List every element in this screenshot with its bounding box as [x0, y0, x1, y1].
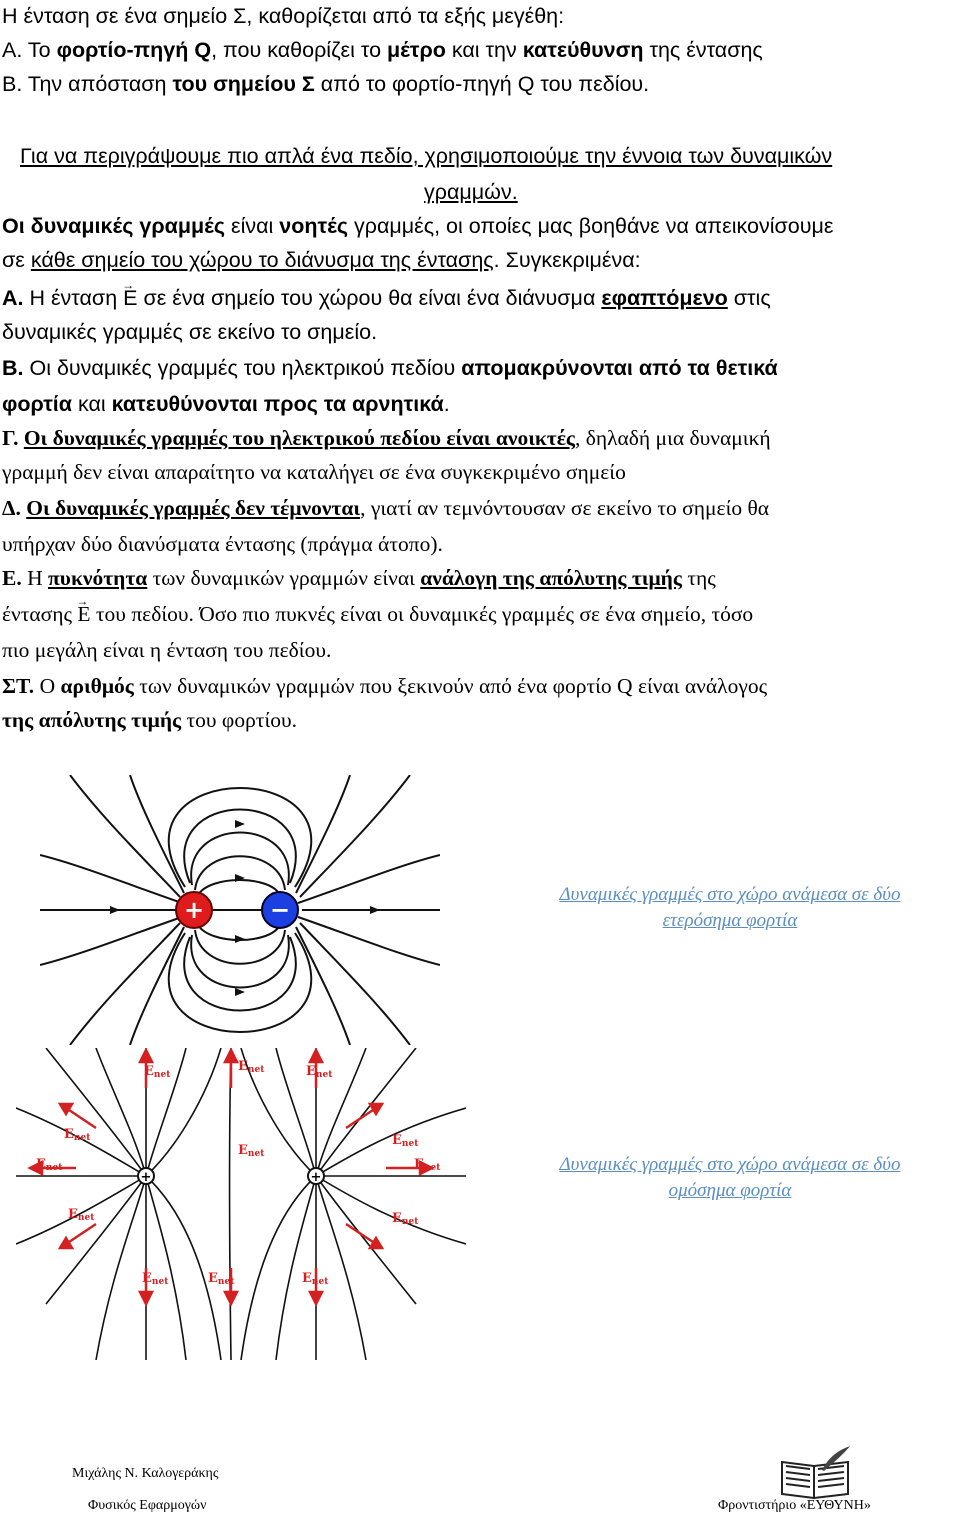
item-b-line-2: φορτία και κατευθύνονται προς τα αρνητικά.	[2, 392, 450, 416]
item-d-line-1: Δ. Οι δυναμικές γραμμές δεν τέμνονται, γιατί αν τεμνόντουσαν σε εκείνο το σημείο θα	[2, 496, 770, 520]
enet-label: Enet	[414, 1157, 441, 1173]
enet-label: Enet	[392, 1133, 419, 1149]
vector-e: → E	[123, 284, 137, 312]
enet-label: Enet	[64, 1127, 91, 1143]
minus-sign: −	[269, 896, 291, 924]
para-line-2: γραμμών.	[424, 180, 518, 204]
enet-label: Enet	[392, 1211, 419, 1227]
footer-school: Φροντιστήριο «ΕΥΘΥΝΗ»	[718, 1498, 871, 1513]
enet-label: Enet	[36, 1157, 63, 1173]
para-line-1: Για να περιγράψουμε πιο απλά ένα πεδίο, χρησιμοποιούμε την έννοια των δυναμικών	[20, 144, 833, 168]
enet-label: Enet	[68, 1207, 95, 1223]
plus-sign: +	[140, 1170, 152, 1185]
intro-line-2: Α. Το φορτίο-πηγή Q, που καθορίζει το μέτρο και την κατεύθυνση της έντασης	[2, 38, 763, 62]
enet-label: Enet	[142, 1271, 169, 1287]
item-a-line-2: δυναμικές γραμμές σε εκείνο το σημείο.	[2, 320, 378, 344]
footer-role: Φυσικός Εφαρμογών	[88, 1498, 207, 1513]
item-e-line-1: Ε. Η πυκνότητα των δυναμικών γραμμών είναι ανάλογη της απόλυτης τιμής της	[2, 566, 716, 590]
item-f-line-2: της απόλυτης τιμής του φορτίου.	[2, 708, 297, 732]
item-c-line-2: γραμμή δεν είναι απαραίτητο να καταλήγει σε ένα συγκεκριμένο σημείο	[2, 460, 626, 484]
item-a-line-1: Α. Η ένταση → E σε ένα σημείο του χώρου θα είναι ένα διάνυσμα εφαπτόμενο στις	[2, 284, 954, 312]
plus-sign: +	[310, 1170, 322, 1185]
footer-author: Μιχάλης Ν. Καλογεράκης	[72, 1466, 219, 1481]
vector-e: → E	[77, 600, 90, 628]
para-line-3: Οι δυναμικές γραμμές είναι νοητές γραμμές, οι οποίες μας βοηθάνε να απεικονίσουμε	[2, 214, 834, 238]
enet-label: Enet	[208, 1271, 235, 1287]
para-line-4: σε κάθε σημείο του χώρου το διάνυσμα της έντασης. Συγκεκριμένα:	[2, 248, 641, 272]
item-b-line-1: Β. Οι δυναμικές γραμμές του ηλεκτρικού πεδίου απομακρύνονται από τα θετικά	[2, 356, 778, 380]
plus-sign: +	[183, 896, 205, 924]
intro-line-1: Η ένταση σε ένα σημείο Σ, καθορίζεται από τα εξής μεγέθη:	[2, 4, 565, 28]
item-e-line-2: έντασης → E του πεδίου. Όσο πιο πυκνές είναι οι δυναμικές γραμμές σε ένα σημείο, τόσο	[2, 600, 753, 628]
dipole-field-figure	[40, 775, 440, 1045]
intro-line-3: Β. Την απόσταση του σημείου Σ από το φορτίο-πηγή Q του πεδίου.	[2, 72, 650, 96]
item-e-line-3: πιο μεγάλη είναι η ένταση του πεδίου.	[2, 638, 332, 662]
enet-label: Enet	[144, 1064, 171, 1080]
item-d-line-2: υπήρχαν δύο διανύσματα έντασης (πράγμα άτοπο).	[2, 532, 443, 556]
item-c-line-1: Γ. Οι δυναμικές γραμμές του ηλεκτρικού πεδίου είναι ανοικτές, δηλαδή μια δυναμική	[2, 426, 771, 450]
like-charges-field-figure	[16, 1048, 466, 1360]
enet-label: Enet	[238, 1059, 265, 1075]
enet-label: Enet	[302, 1271, 329, 1287]
enet-label: Enet	[238, 1143, 265, 1159]
item-f-line-1: ΣΤ. Ο αριθμός των δυναμικών γραμμών που ξεκινούν από ένα φορτίο Q είναι ανάλογος	[2, 674, 768, 698]
dipole-caption: Δυναμικές γραμμές στο χώρο ανάμεσα σε δύο ετερόσημα φορτία	[559, 884, 901, 931]
enet-label: Enet	[306, 1064, 333, 1080]
book-logo-icon	[778, 1444, 852, 1500]
like-charges-caption: Δυναμικές γραμμές στο χώρο ανάμεσα σε δύο ομόσημα φορτία	[559, 1154, 901, 1201]
